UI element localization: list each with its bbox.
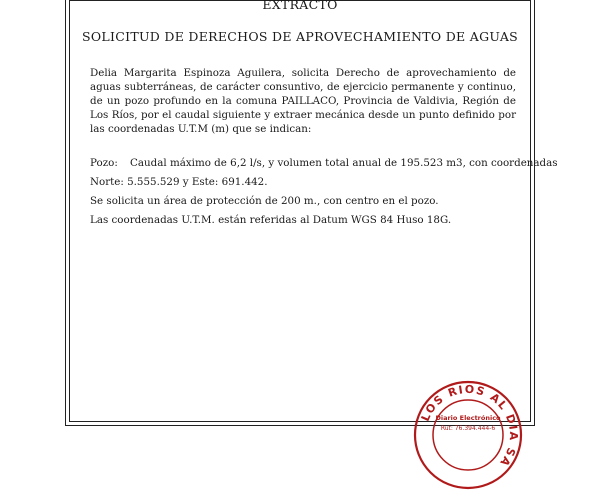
stamp-line1: Diario Electrónico	[435, 414, 501, 422]
pozo-text: Caudal máximo de 6,2 l/s, y volumen total anual de 195.523 m3, con coordenadas	[130, 157, 558, 169]
protection-area-line: Se solicita un área de protección de 200 m., con centro en el pozo.	[90, 195, 439, 207]
document-title: EXTRACTO	[262, 0, 338, 12]
stamp-line2: Rut: 76.394.444-6	[440, 425, 496, 432]
company-stamp	[413, 380, 523, 490]
stamp-ring-text: LOS RIOS AL DIA SA	[418, 382, 521, 470]
document-subtitle: SOLICITUD DE DERECHOS DE APROVECHAMIENTO DE AGUAS	[81, 29, 519, 44]
pozo-label: Pozo:	[90, 157, 118, 169]
stamp-inner-ring	[433, 400, 503, 470]
pozo-line	[90, 157, 558, 169]
request-paragraph: Delia Margarita Espinoza Aguilera, solicita Derecho de aprovechamiento de aguas subterráneas, de carácter consuntivo, de ejercicio permanente y continuo, de un pozo profundo en la comuna PAILLACO, Provincia de Valdivia, Región de Los Ríos, por el caudal siguiente y extraer mecánica desde un punto definido por las coordenadas U.T.M (m) que se indican:	[90, 67, 516, 135]
document-frame	[65, 0, 535, 426]
stamp-outer-ring	[415, 382, 521, 488]
datum-line: Las coordenadas U.T.M. están referidas al Datum WGS 84 Huso 18G.	[90, 214, 452, 226]
coordinates-line: Norte: 5.555.529 y Este: 691.442.	[90, 176, 268, 188]
